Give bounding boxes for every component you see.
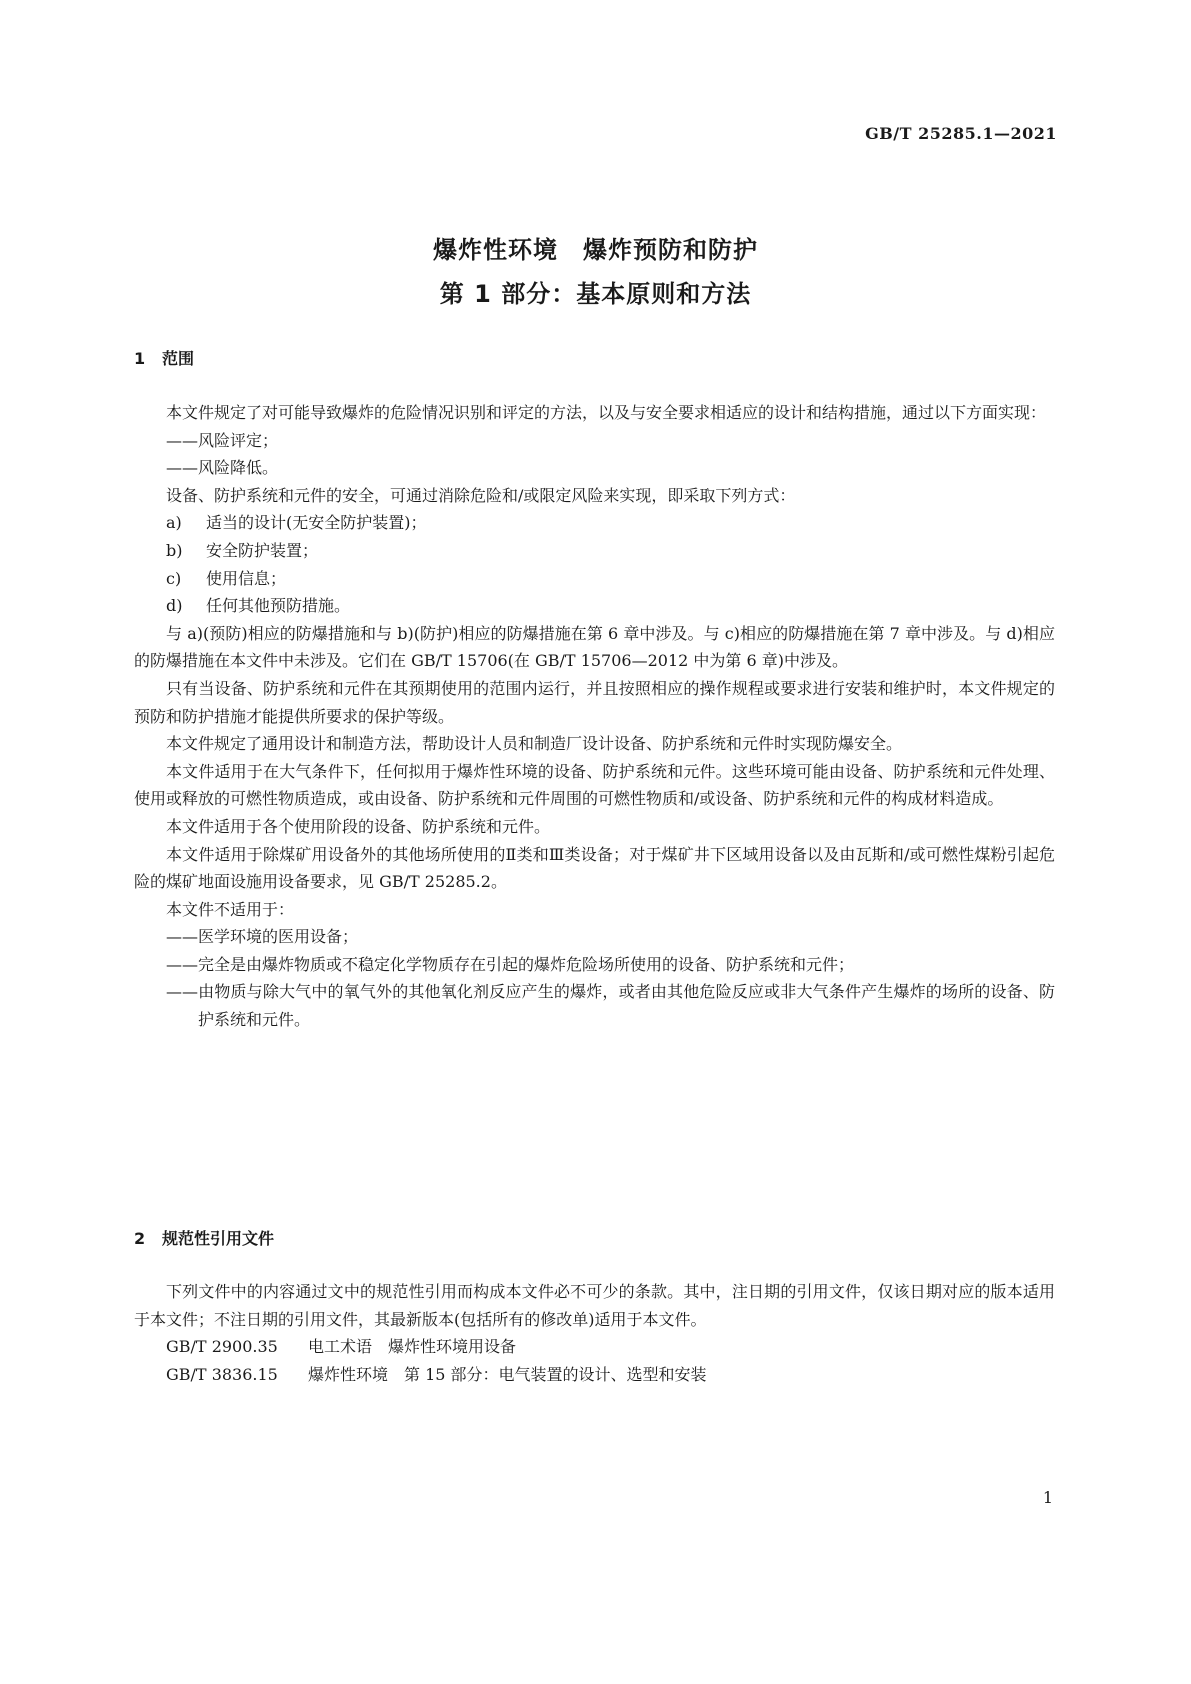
paragraph: 设备、防护系统和元件的安全，可通过消除危险和/或限定风险来实现，即采取下列方式：	[166, 485, 796, 505]
paragraph: 下列文件中的内容通过文中的规范性引用而构成本文件必不可少的条款。其中，注日期的引用文件，仅该日期对应的版本适用于本文件；不注日期的引用文件，其最新版本(包括所有的修改单)适用于本文件。	[134, 1282, 1055, 1329]
dash-item: ——风险评定；	[166, 430, 279, 450]
list-item	[134, 509, 1055, 537]
reference-item	[134, 1361, 1055, 1389]
paragraph: 本文件适用于除煤矿用设备外的其他场所使用的Ⅱ类和Ⅲ类设备；对于煤矿井下区域用设备以及由瓦斯和/或可燃性煤粉引起危险的煤矿地面设施用设备要求，见 GB/T 25285.2。	[134, 844, 1055, 892]
dash-item: ——风险降低。	[166, 458, 279, 478]
section2-number: 2	[134, 1229, 146, 1248]
list-label: d)	[166, 596, 183, 616]
reference-item	[134, 1333, 1055, 1361]
section1-number: 1	[134, 349, 146, 368]
standard-number: GB/T 25285.1—2021	[865, 124, 1057, 143]
section2-title: 规范性引用文件	[162, 1229, 275, 1248]
paragraph: 本文件适用于各个使用阶段的设备、防护系统和元件。	[166, 816, 551, 836]
list-label: c)	[166, 568, 182, 588]
page-number: 1	[1042, 1488, 1053, 1507]
list-item	[134, 537, 1055, 565]
section1-body	[134, 399, 1055, 1034]
document-title-line1: 爆炸性环境 爆炸预防和防护	[433, 236, 758, 264]
paragraph: 本文件规定了对可能导致爆炸的危险情况识别和评定的方法，以及与安全要求相适应的设计和结构措施，通过以下方面实现：	[166, 403, 1047, 422]
list-text: 适当的设计(无安全防护装置)；	[206, 513, 427, 533]
section2-heading	[134, 1226, 274, 1249]
paragraph: 本文件不适用于：	[166, 899, 295, 919]
list-label: a)	[166, 513, 182, 533]
dash-item: ——由物质与除大气中的氧气外的其他氧化剂反应产生的爆炸，或者由其他危险反应或非大气条件产生爆炸的场所的设备、防护系统和元件。	[166, 982, 1055, 1030]
reference-title: 电工术语 爆炸性环境用设备	[308, 1337, 517, 1357]
list-item	[134, 592, 1055, 620]
paragraph: 本文件适用于在大气条件下，任何拟用于爆炸性环境的设备、防护系统和元件。这些环境可能由设备、防护系统和元件处理、使用或释放的可燃性物质造成，或由设备、防护系统和元件周围的可燃性物质和/或设备、防护系统和元件的构成材料造成。	[134, 761, 1055, 809]
reference-title: 爆炸性环境 第 15 部分：电气装置的设计、选型和安装	[308, 1364, 707, 1384]
list-label: b)	[166, 540, 183, 560]
document-title-line2: 第 1 部分：基本原则和方法	[439, 280, 752, 308]
section1-title: 范围	[162, 349, 195, 368]
section2-body	[134, 1278, 1055, 1388]
paragraph: 与 a)(预防)相应的防爆措施和与 b)(防护)相应的防爆措施在第 6 章中涉及。与 c)相应的防爆措施在第 7 章中涉及。与 d)相应的防爆措施在本文件中未涉及。它们在 GB/T 15706(在 GB/T 15706—2012 中为第 6 章)中涉及。	[134, 623, 1055, 671]
reference-code: GB/T 2900.35	[166, 1337, 278, 1357]
list-text: 安全防护装置；	[206, 540, 319, 560]
list-text: 使用信息；	[206, 568, 287, 588]
paragraph: 只有当设备、防护系统和元件在其预期使用的范围内运行，并且按照相应的操作规程或要求进行安装和维护时，本文件规定的预防和防护措施才能提供所要求的保护等级。	[134, 678, 1055, 726]
dash-item: ——完全是由爆炸物质或不稳定化学物质存在引起的爆炸危险场所使用的设备、防护系统和元件；	[166, 954, 855, 974]
list-item	[134, 565, 1055, 593]
paragraph: 本文件规定了通用设计和制造方法，帮助设计人员和制造厂设计设备、防护系统和元件时实现防爆安全。	[166, 734, 903, 754]
reference-code: GB/T 3836.15	[166, 1364, 278, 1384]
list-text: 任何其他预防措施。	[206, 596, 351, 616]
section1-heading	[134, 346, 194, 369]
dash-item: ——医学环境的医用设备；	[166, 927, 359, 947]
